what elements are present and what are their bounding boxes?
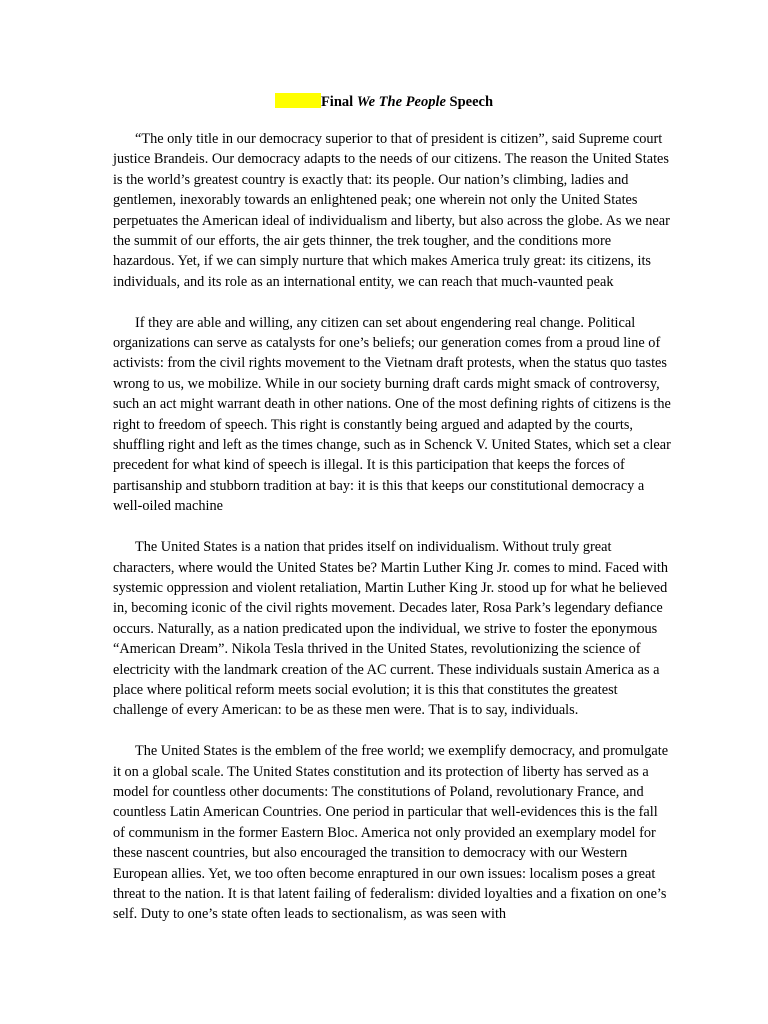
title-suffix: Speech	[445, 94, 494, 110]
title-italic: We The People	[356, 94, 446, 110]
paragraph-4: The United States is the emblem of the free world; we exemplify democracy, and promulgate it on a global scale. The United States constitution and its protection of liberty has served as a model for countless other documents: The constitutions of Poland, revolutionary France, and countless Latin American Countries. One period in particular that well-evidences this is the fall of communism in the former Eastern Bloc. America not only provided an exemplary model for these nascent countries, but also encouraged the transition to democracy with our Western European allies. Yet, we too often become enraptured in our own issues: localism poses a great threat to the nation. It is that latent failing of federalism: divided loyalties and a fixation on one’s self. Duty to one’s state often leads to sectionalism, as was seen with	[113, 743, 669, 923]
title-prefix: Final	[320, 94, 357, 110]
document-title	[0, 93, 768, 111]
document-body	[113, 129, 673, 945]
paragraph-1: “The only title in our democracy superior to that of president is citizen”, said Supreme court justice Brandeis. Our democracy adapts to the needs of our citizens. The reason the United States is the world’s greatest country is exactly that: its people. Our nation’s climbing, ladies and gentlemen, inexorably towards an enlightened peak; one wherein not only the United States perpetuates the American ideal of individualism and liberty, but also across the globe. As we near the summit of our efforts, the air gets thinner, the trek tougher, and the conditions more hazardous. Yet, if we can simply nurture that which makes America truly great: its citizens, its individuals, and its role as an international entity, we can reach that much-vaunted peak	[113, 131, 670, 290]
paragraph-3: The United States is a nation that prides itself on individualism. Without truly great characters, where would the United States be? Martin Luther King Jr. comes to mind. Faced with systemic oppression and violent retaliation, Martin Luther King Jr. stood up for what he believed in, becoming iconic of the civil rights movement. Decades later, Rosa Park’s legendary defiance occurs. Naturally, as a nation predicated upon the individual, we strive to foster the eponymous “American Dream”. Nikola Tesla thrived in the United States, revolutionizing the science of electricity with the landmark creation of the AC current. These individuals sustain America as a place where political reform meets social evolution; it is this that constitutes the greatest challenge of every American: to be as these men were. That is to say, individuals.	[113, 539, 669, 719]
paragraph-2: If they are able and willing, any citizen can set about engendering real change. Political organizations can serve as catalysts for one’s beliefs; our generation comes from a proud line of activists: from the civil rights movement to the Vietnam draft protests, when the status quo tastes wrong to us, we mobilize. While in our society burning draft cards might smack of controversy, such an act might warrant death in other nations. One of the most defining rights of citizens is the right to freedom of speech. This right is constantly being argued and adapted by the courts, shuffling right and left as the times change, such as in Schenck V. United States, which set a clear precedent for what kind of speech is illegal. It is this participation that keeps the forces of partisanship and stubborn tradition at bay: it is this that keeps our constitutional democracy a well-oiled machine	[113, 314, 671, 515]
highlight-mark	[275, 93, 321, 108]
